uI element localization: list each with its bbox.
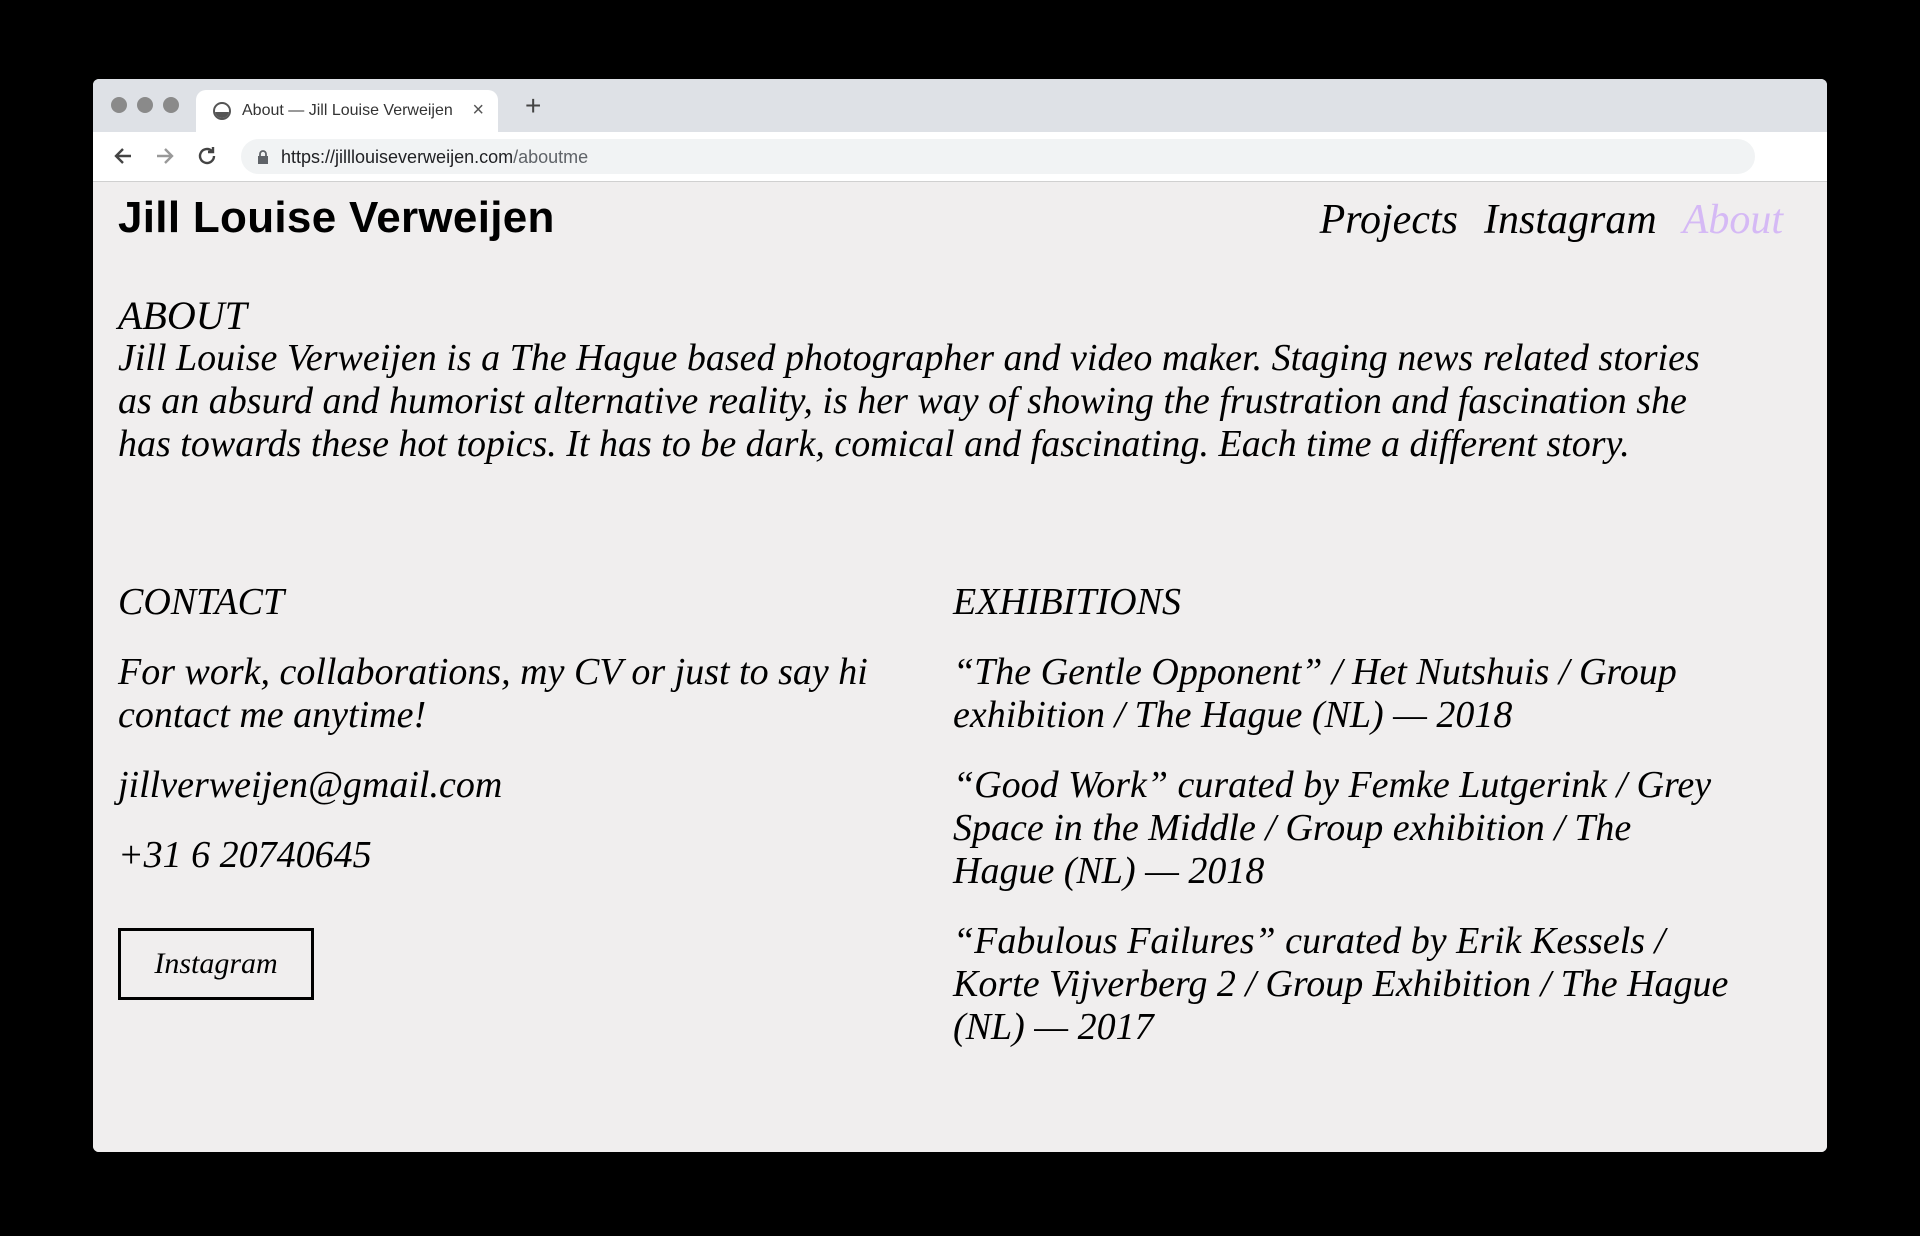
tab-title: About — Jill Louise Verweijen xyxy=(242,102,453,119)
address-bar[interactable] xyxy=(241,139,1755,174)
nav-about[interactable]: About xyxy=(1682,197,1783,243)
contact-intro: For work, collaborations, my CV or just to say hi contact me anytime! xyxy=(118,651,868,736)
url-path: /aboutme xyxy=(513,147,589,167)
lock-icon xyxy=(257,150,269,164)
main-nav xyxy=(1294,196,1783,244)
forward-icon[interactable] xyxy=(149,140,181,172)
maximize-window-dot[interactable] xyxy=(163,97,179,113)
browser-toolbar xyxy=(93,132,1827,182)
url-text[interactable] xyxy=(281,147,588,168)
exhibitions-heading: EXHIBITIONS xyxy=(953,581,1181,623)
tab-about[interactable] xyxy=(196,90,498,132)
contact-section xyxy=(118,581,918,1000)
exhibition-item: “Fabulous Failures” curated by Erik Kessels / Korte Vijverberg 2 / Group Exhibition / The Hague (NL) — 2017 xyxy=(953,920,1729,1048)
exhibition-item: “Good Work” curated by Femke Lutgerink / Grey Space in the Middle / Group exhibition / The Hague (NL) — 2018 xyxy=(953,764,1712,892)
favicon-icon xyxy=(213,102,231,120)
close-icon[interactable]: × xyxy=(472,99,484,121)
back-icon[interactable] xyxy=(107,140,139,172)
nav-projects[interactable]: Projects xyxy=(1319,197,1458,243)
close-window-dot[interactable] xyxy=(111,97,127,113)
nav-instagram[interactable]: Instagram xyxy=(1483,197,1657,243)
contact-phone[interactable]: +31 6 20740645 xyxy=(118,834,372,876)
new-tab-icon[interactable]: + xyxy=(525,90,542,121)
tab-strip xyxy=(93,79,1827,132)
minimize-window-dot[interactable] xyxy=(137,97,153,113)
about-body: Jill Louise Verweijen is a The Hague based photographer and video maker. Staging news related stories as an absurd and humorist alternative reality, is her way of showing the frustration and fascination she has towards these hot topics. It has to be dark, comical and fascinating. Each time a different story. xyxy=(118,337,1700,465)
exhibition-item: “The Gentle Opponent” / Het Nutshuis / Group exhibition / The Hague (NL) — 2018 xyxy=(953,651,1677,736)
contact-heading: CONTACT xyxy=(118,581,285,623)
instagram-button[interactable]: Instagram xyxy=(118,928,314,1000)
site-title[interactable]: Jill Louise Verweijen xyxy=(118,193,555,242)
page-content xyxy=(93,182,1827,1152)
about-heading: ABOUT xyxy=(118,293,247,338)
exhibitions-section xyxy=(953,581,1733,1076)
contact-email[interactable]: jillverweijen@gmail.com xyxy=(118,764,503,806)
url-host: https://jilllouiseverweijen.com xyxy=(281,147,514,167)
browser-window xyxy=(93,79,1827,1152)
reload-icon[interactable] xyxy=(191,140,223,172)
